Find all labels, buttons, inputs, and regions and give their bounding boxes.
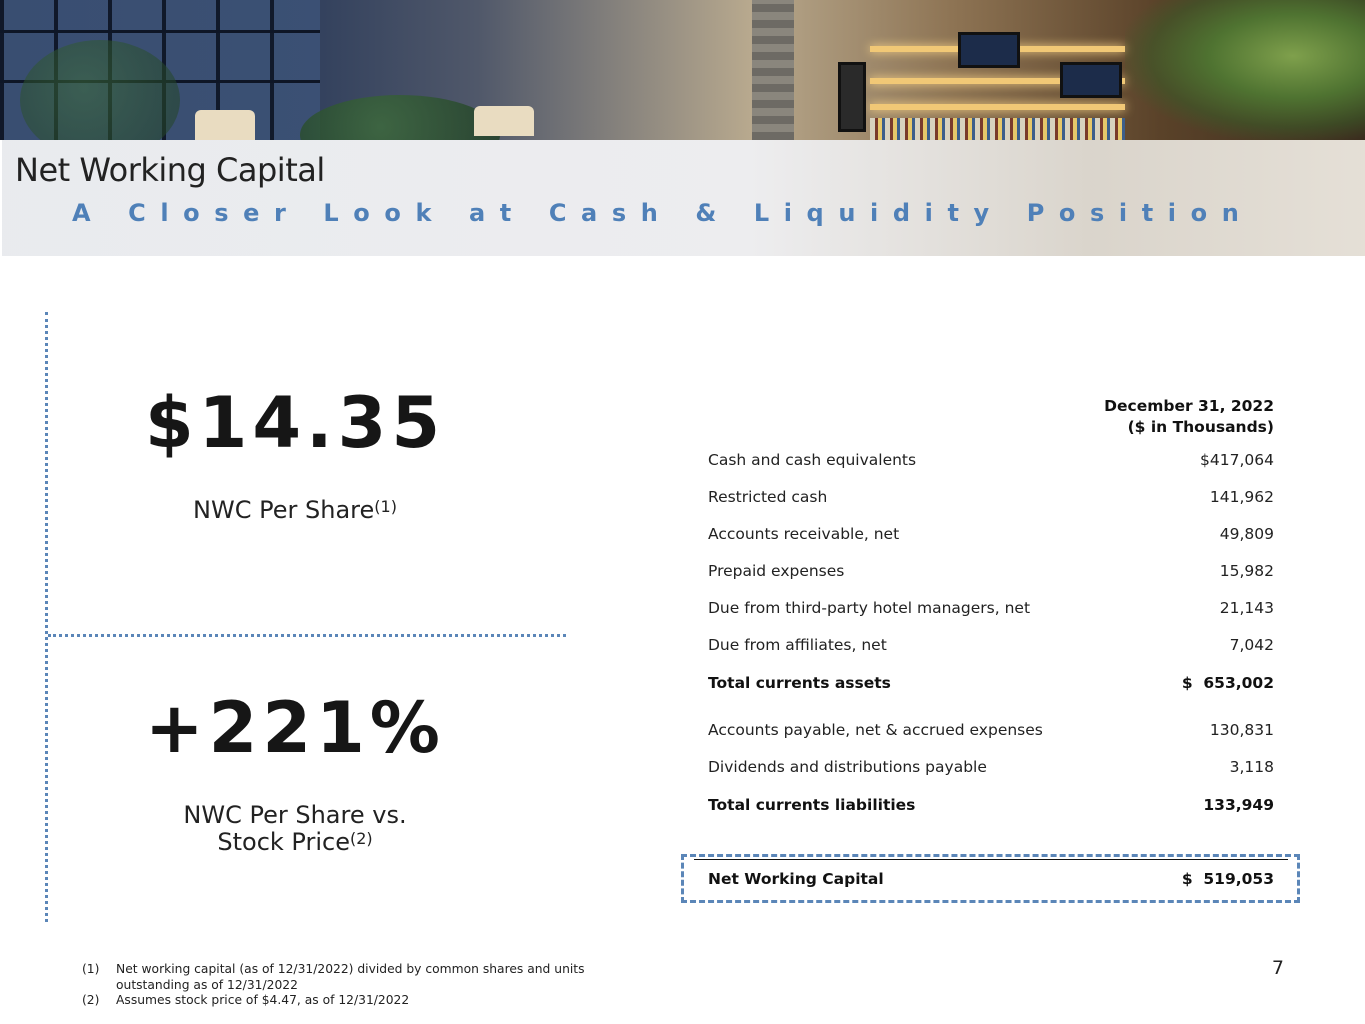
page-number: 7 (1271, 957, 1284, 979)
row-label: Total currents assets (708, 674, 891, 692)
table-row (708, 721, 1274, 745)
footnote-ref: (2) (349, 829, 373, 848)
lamp-shape (474, 106, 534, 136)
table-column-header (1000, 396, 1274, 438)
kpi-nwc-vs-price-label (60, 802, 530, 856)
footnote-number: (2) (82, 993, 100, 1007)
footnote-ref: (1) (374, 497, 397, 516)
row-value: $ 653,002 (1181, 674, 1274, 692)
tv-screen (958, 32, 1020, 68)
table-row (708, 758, 1274, 782)
bar-shelf (870, 104, 1125, 110)
page-subtitle: A Closer Look at Cash & Liquidity Position (72, 199, 1254, 227)
table-header-units: ($ in Thousands) (1127, 418, 1274, 436)
footnotes (82, 962, 602, 1009)
kpi-label-line1: NWC Per Share vs. (183, 801, 407, 829)
row-label: Accounts receivable, net (708, 525, 900, 543)
kpi-label-line2: Stock Price (217, 828, 350, 856)
table-row (708, 562, 1274, 586)
footnote-number: (1) (82, 962, 100, 976)
page-title: Net Working Capital (15, 151, 325, 189)
table-row (708, 636, 1274, 660)
row-value: 3,118 (1229, 758, 1274, 776)
row-label: Prepaid expenses (708, 562, 845, 580)
table-row-net-working-capital (708, 870, 1274, 894)
table-row-total-liabilities (708, 796, 1274, 820)
menu-board (838, 62, 866, 132)
vertical-dotted-divider (45, 312, 48, 922)
footnote-text: Assumes stock price of $4.47, as of 12/31/2022 (116, 993, 410, 1007)
table-row (708, 488, 1274, 512)
kpi-nwc-per-share-label (60, 497, 530, 524)
row-label: Due from affiliates, net (708, 636, 887, 654)
kpi-label-text: NWC Per Share (193, 496, 375, 524)
footnote-1 (82, 962, 602, 993)
kpi-nwc-per-share-value: $14.35 (144, 382, 446, 464)
table-header-date: December 31, 2022 (1104, 397, 1274, 415)
lamp-shape (195, 110, 255, 140)
row-value: 133,949 (1203, 796, 1274, 814)
bottle-shelf (870, 118, 1125, 140)
window-mullion (0, 30, 320, 33)
row-value: $ 519,053 (1181, 870, 1274, 888)
nwc-rule-line (694, 859, 1288, 860)
row-label: Net Working Capital (708, 870, 884, 888)
palm-leaves (1125, 0, 1365, 140)
row-label: Dividends and distributions payable (708, 758, 987, 776)
tv-screen (1060, 62, 1122, 98)
row-value: $417,064 (1200, 451, 1274, 469)
row-value: 15,982 (1219, 562, 1274, 580)
row-label: Cash and cash equivalents (708, 451, 917, 469)
stone-column (752, 0, 794, 140)
footnote-2 (82, 993, 602, 1009)
row-label: Restricted cash (708, 488, 828, 506)
table-row (708, 525, 1274, 549)
row-value: 130,831 (1209, 721, 1274, 739)
table-row (708, 599, 1274, 623)
table-row-total-assets (708, 674, 1274, 698)
table-row (708, 451, 1274, 475)
row-label: Accounts payable, net & accrued expenses (708, 721, 1043, 739)
footnote-text: Net working capital (as of 12/31/2022) divided by common shares and units outstanding as of 12/31/2022 (116, 962, 585, 992)
row-label: Total currents liabilities (708, 796, 916, 814)
row-value: 7,042 (1229, 636, 1274, 654)
kpi-nwc-vs-price-value: +221% (145, 687, 445, 769)
banner-photo (0, 0, 1365, 140)
row-value: 141,962 (1209, 488, 1274, 506)
plant-shape (300, 95, 500, 140)
row-value: 49,809 (1219, 525, 1274, 543)
row-value: 21,143 (1219, 599, 1274, 617)
row-label: Due from third-party hotel managers, net (708, 599, 1031, 617)
horizontal-dotted-divider (48, 634, 566, 637)
